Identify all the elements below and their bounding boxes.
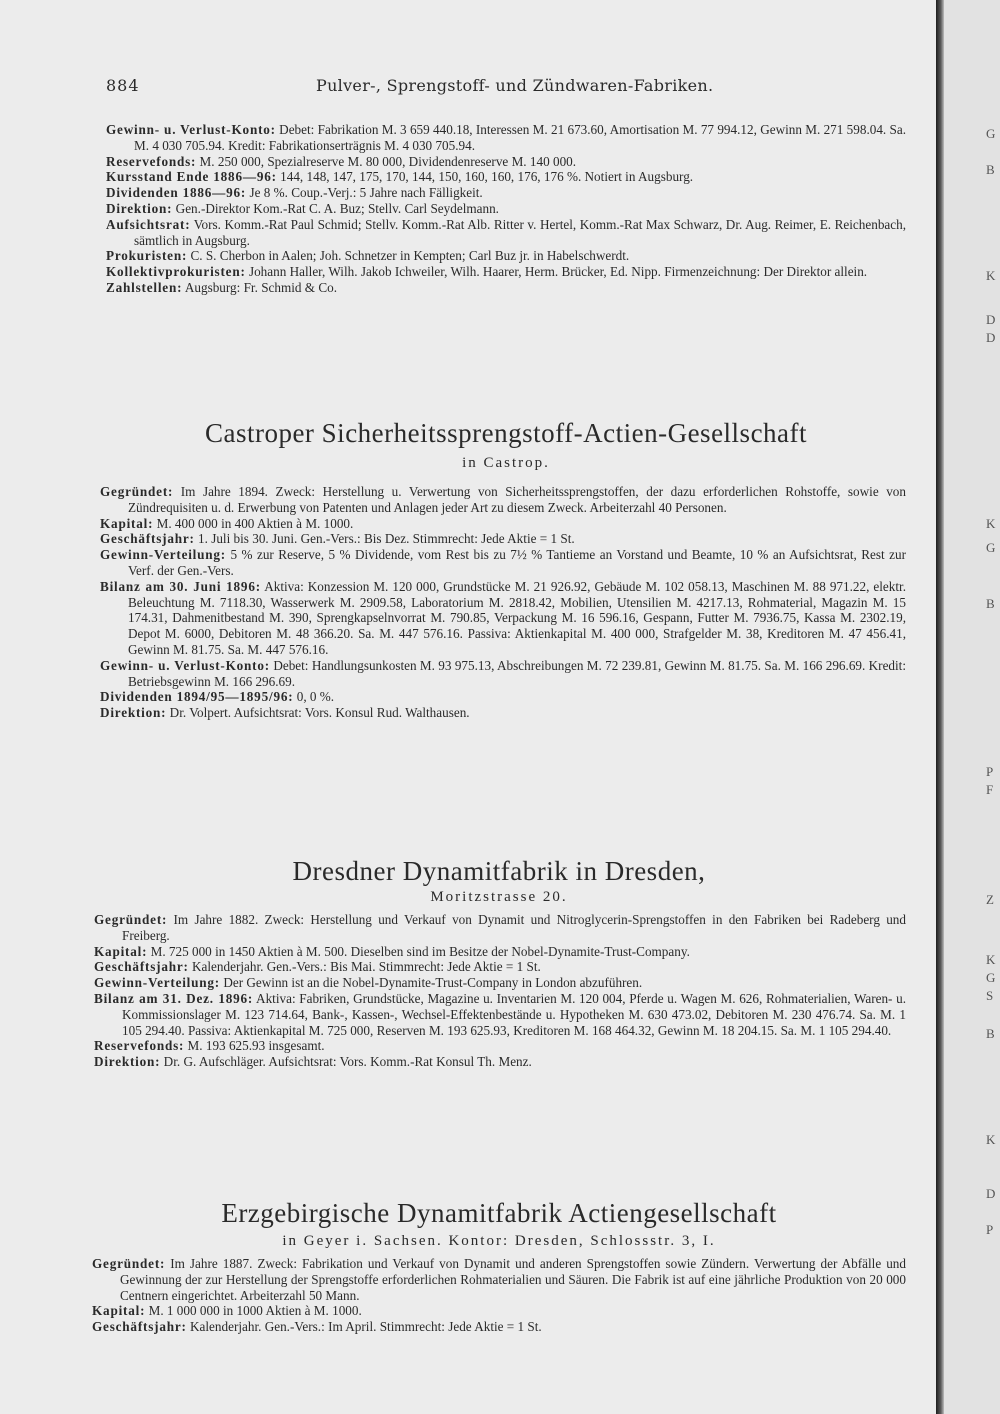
entry-gewinn-verteilung: Gewinn-Verteilung: 5 % zur Reserve, 5 % Dividende, vom Rest bis zu 7½ % Tantieme an Vorstand und Beamte, 10 % an Aufsichtsrat, Rest zur Verf. der Gen.-Vers. — [100, 547, 907, 578]
adjacent-fragment: D — [986, 312, 996, 327]
page-number: 884 — [106, 76, 140, 95]
adjacent-fragment: F — [986, 782, 994, 797]
entry-kollektivprokuristen: Kollektivprokuristen: Johann Haller, Wilh. Jakob Ichweiler, Wilh. Haarer, Herm. Brücker, Ed. Nipp. Firmenzeichnung: Der Direktor allein. — [106, 264, 868, 280]
adjacent-fragment: B — [986, 1026, 995, 1041]
entry-gegruendet: Gegründet: Im Jahre 1882. Zweck: Herstellung und Verkauf von Dynamit und Nitroglycerin-Sprengstoffen in den Fabriken bei Radeberg und Freiberg. — [94, 912, 906, 943]
adjacent-fragment: B — [986, 596, 995, 611]
company-body-erzgebirgische — [92, 1256, 906, 1335]
entry-direktion: Direktion: Dr. Volpert. Aufsichtsrat: Vors. Konsul Rud. Walthausen. — [100, 705, 470, 721]
adjacent-fragment: P — [986, 1222, 994, 1237]
entry-zahlstellen: Zahlstellen: Augsburg: Fr. Schmid & Co. — [106, 279, 338, 295]
entry-geschaeftsjahr: Geschäftsjahr: 1. Juli bis 30. Juni. Gen.-Vers.: Bis Dez. Stimmrecht: Jede Aktie = 1 St. — [100, 531, 575, 547]
adjacent-fragment: B — [986, 162, 995, 177]
entry-reservefonds: Reservefonds: M. 193 625.93 insgesamt. — [94, 1038, 325, 1054]
adjacent-fragment: K — [986, 952, 996, 967]
entry-kapital: Kapital: M. 400 000 in 400 Aktien à M. 1000. — [100, 515, 354, 531]
company-title-castroper: Castroper Sicherheitssprengstoff-Actien-Gesellschaft — [204, 418, 808, 448]
adjacent-fragment: Z — [986, 892, 994, 907]
company-body-dresdner — [94, 912, 906, 1070]
adjacent-page-edge — [936, 0, 1000, 1414]
adjacent-fragment: K — [986, 268, 996, 283]
entry-gewinn-verlust: Gewinn- u. Verlust-Konto: Debet: Fabrikation M. 3 659 440.18, Interessen M. 21 673.60, Amortisation M. 77 994.12, Gewinn M. 271 598.04. Sa. M. 4 030 705.94. Kredit: Fabrikationserträgnis M. 4 030 705.94. — [106, 122, 907, 153]
entry-kapital: Kapital: M. 1 000 000 in 1000 Aktien à M. 1000. — [92, 1303, 362, 1319]
company-location-castroper: in Castrop. — [462, 455, 550, 471]
page-binding-shadow — [936, 0, 944, 1414]
adjacent-fragment: K — [986, 1132, 996, 1147]
company-title-dresdner: Dresdner Dynamitfabrik in Dresden, — [292, 856, 706, 886]
entry-aufsichtsrat: Aufsichtsrat: Vors. Komm.-Rat Paul Schmid; Stellv. Komm.-Rat Alb. Ritter v. Hertel, Komm.-Rat Max Schwarz, Dr. Aug. Reimer, E. Reichenbach, sämtlich in Augsburg. — [106, 216, 907, 248]
company-body-castroper — [100, 484, 906, 721]
entry-dividenden: Dividenden 1886—96: Je 8 %. Coup.-Verj.: 5 Jahre nach Fälligkeit. — [106, 185, 483, 201]
entry-bilanz: Bilanz am 31. Dez. 1896: Aktiva: Fabriken, Grundstücke, Magazine u. Inventarien M. 120 004, Pferde u. Wagen M. 626, Rohmaterialien, Waren- u. Kommissionslager M. 123 714.64, Bank-, Kassen-, Wechsel-Effektenbestände u. Hypotheken M. 630 473.02, Debitoren M. 230 476.74. Sa. M. 1 105 294.40. Passiva: Aktienkapital M. 725 000, Reserven M. 193 625.93, Kreditoren M. 168 464.32, Gewinn M. 18 204.15. Sa. M. 1 105 294.40. — [94, 990, 906, 1038]
entry-kapital: Kapital: M. 725 000 in 1450 Aktien à M. 500. Dieselben sind im Besitze der Nobel-Dynamite-Trust-Company. — [94, 943, 690, 959]
entry-prokuristen: Prokuristen: C. S. Cherbon in Aalen; Joh. Schnetzer in Kempten; Carl Buz jr. in Habelschwerdt. — [106, 248, 630, 264]
company-location-erzgebirgische: in Geyer i. Sachsen. Kontor: Dresden, Schlossstr. 3, I. — [282, 1233, 716, 1249]
company-location-dresdner: Moritzstrasse 20. — [430, 889, 568, 905]
adjacent-fragment: D — [986, 330, 996, 345]
adjacent-fragment: G — [986, 126, 996, 141]
entry-reservefonds: Reservefonds: M. 250 000, Spezialreserve M. 80 000, Dividendenreserve M. 140 000. — [106, 153, 577, 169]
entry-direktion: Direktion: Dr. G. Aufschläger. Aufsichtsrat: Vors. Komm.-Rat Konsul Th. Menz. — [94, 1054, 532, 1070]
entry-gewinn-verteilung: Gewinn-Verteilung: Der Gewinn ist an die Nobel-Dynamite-Trust-Company in London abzuführen. — [94, 975, 643, 991]
entry-bilanz: Bilanz am 30. Juni 1896: Aktiva: Konzession M. 120 000, Grundstücke M. 21 926.92, Gebäude M. 102 058.13, Maschinen M. 88 971.22, elektr. Beleuchtung M. 7118.30, Wasserwerk M. 2909.58, Laboratorium M. 2818.42, Mobilien, Utensilien M. 4217.13, Rohmaterial, Magazin M. 15 174.31, Dahmenitbestand M. 390, Sprengkapselnvorrat M. 790.85, Verpackung M. 16 596.16, Gespann, Futter M. 7936.75, Kassa M. 2302.19, Depot M. 6000, Debitoren M. 48 366.20. Sa. M. 447 576.16. Passiva: Aktienkapital M. 400 000, Strafgelder M. 38, Kreditoren M. 47 456.41, Gewinn M. 81.75. Sa. M. 447 576.16. — [100, 578, 906, 657]
entry-geschaeftsjahr: Geschäftsjahr: Kalenderjahr. Gen.-Vers.: Bis Mai. Stimmrecht: Jede Aktie = 1 St. — [94, 959, 541, 975]
adjacent-fragment: K — [986, 516, 996, 531]
adjacent-fragment: G — [986, 970, 996, 985]
entry-kursstand: Kursstand Ende 1886—96: 144, 148, 147, 175, 170, 144, 150, 160, 160, 176, 176 %. Notiert in Augsburg. — [106, 169, 694, 185]
page-header — [106, 76, 906, 96]
running-title: Pulver-, Sprengstoff- und Zündwaren-Fabriken. — [316, 76, 714, 95]
entry-gewinn-verlust: Gewinn- u. Verlust-Konto: Debet: Handlungsunkosten M. 93 975.13, Abschreibungen M. 72 239.81, Gewinn M. 81.75. Sa. M. 166 296.69. Kredit: Betriebsgewinn M. 166 296.69. — [100, 657, 907, 689]
entry-gegruendet: Gegründet: Im Jahre 1887. Zweck: Fabrikation und Verkauf von Dynamit und anderen Sprengstoffen sowie Zündern. Verwertung der Abfälle und Gewinnung der zur Herstellung der Sprengstoffe erforderlichen Rohmaterialien und Säuren. Die Fabrik ist auf eine jährliche Produktion von 20 000 Centnern eingerichtet. Arbeiterzahl 50 Mann. — [92, 1256, 906, 1303]
adjacent-fragment: D — [986, 1186, 996, 1201]
entry-direktion: Direktion: Gen.-Direktor Kom.-Rat C. A. Buz; Stellv. Carl Seydelmann. — [106, 200, 499, 216]
entry-dividenden: Dividenden 1894/95—1895/96: 0, 0 %. — [100, 689, 335, 705]
adjacent-fragment: G — [986, 540, 996, 555]
adjacent-fragment: S — [986, 988, 994, 1003]
adjacent-fragment: P — [986, 764, 994, 779]
company-title-erzgebirgische: Erzgebirgische Dynamitfabrik Actiengesellschaft — [221, 1198, 777, 1228]
entry-geschaeftsjahr: Geschäftsjahr: Kalenderjahr. Gen.-Vers.: Im April. Stimmrecht: Jede Aktie = 1 St. — [92, 1319, 542, 1335]
continued-entry — [106, 122, 906, 296]
entry-gegruendet: Gegründet: Im Jahre 1894. Zweck: Herstellung u. Verwertung von Sicherheitssprengstoffen, der dazu erforderlichen Rohstoffe, sowie von Zündrequisiten u. d. Erwerbung von Patenten und Anlagen jeder Art zu diesem Zweck. Arbeiterzahl 40 Personen. — [100, 484, 906, 515]
